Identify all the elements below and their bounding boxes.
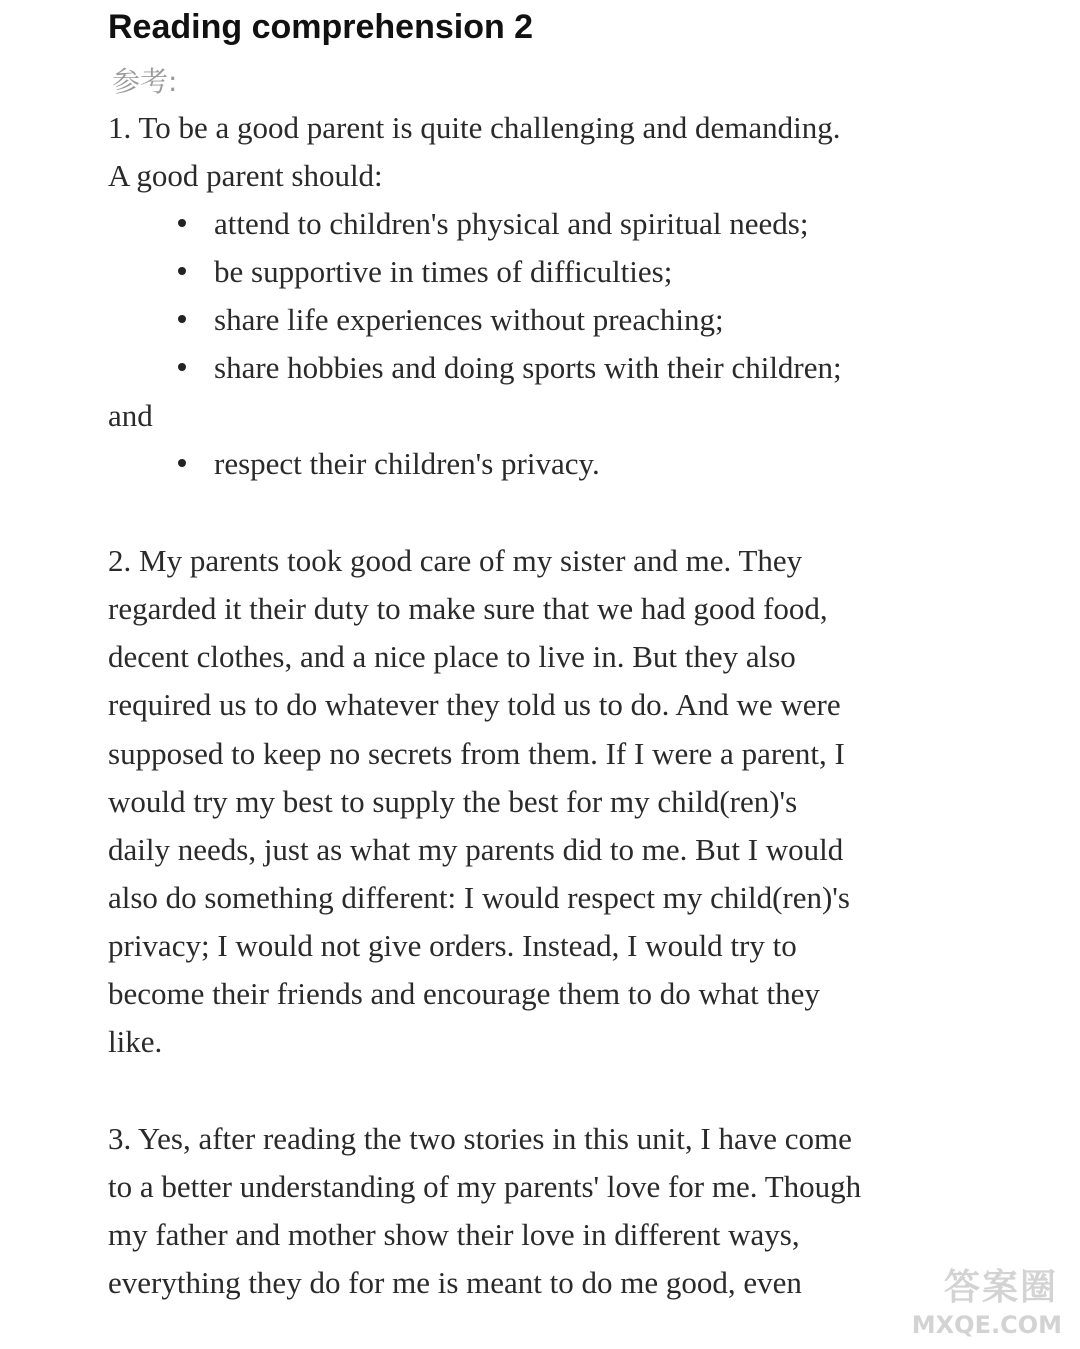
answer2-line: regarded it their duty to make sure that we had good food,	[108, 591, 828, 626]
answer1-bullet-item	[178, 300, 724, 340]
bullet-icon	[178, 363, 186, 371]
bullet-icon	[178, 267, 186, 275]
watermark-url-text: MXQE.COM	[911, 1311, 1062, 1339]
bullet-icon	[178, 459, 186, 467]
watermark-logo-text: 答案圈	[943, 1267, 1058, 1308]
answer2-line: also do something different: I would respect my child(ren)'s	[108, 880, 850, 915]
answer3-line: 3. Yes, after reading the two stories in this unit, I have come	[108, 1121, 852, 1156]
answer1-and-text: and	[108, 398, 153, 433]
answer3-line: to a better understanding of my parents' love for me. Though	[108, 1169, 862, 1204]
answer2-line: supposed to keep no secrets from them. If I were a parent, I	[108, 736, 845, 771]
answer3-line: my father and mother show their love in different ways,	[108, 1217, 800, 1252]
answer2-line: become their friends and encourage them to do what they	[108, 976, 820, 1011]
answer1-line: 1. To be a good parent is quite challenging and demanding.	[108, 110, 841, 145]
answer1-bullet-item	[178, 252, 672, 292]
answer2-line: like.	[108, 1024, 163, 1059]
answer3-line: everything they do for me is meant to do me good, even	[108, 1265, 802, 1300]
answer1-line: A good parent should:	[108, 158, 383, 193]
site-watermark	[896, 1259, 1066, 1339]
bullet-text: share life experiences without preaching;	[214, 302, 724, 337]
reference-label: 参考:	[112, 65, 178, 98]
bullet-text: attend to children's physical and spiritual needs;	[214, 206, 809, 241]
answer1-bullet-item	[178, 444, 600, 484]
bullet-text: share hobbies and doing sports with their children;	[214, 350, 842, 385]
answer2-line: would try my best to supply the best for my child(ren)'s	[108, 784, 798, 819]
bullet-icon	[178, 219, 186, 227]
answer1-bullet-item	[178, 204, 808, 244]
answer2-line: decent clothes, and a nice place to live in. But they also	[108, 639, 796, 674]
answer1-bullet-item	[178, 348, 842, 388]
bullet-text: respect their children's privacy.	[214, 446, 600, 481]
bullet-icon	[178, 315, 186, 323]
answer2-line: required us to do whatever they told us to do. And we were	[108, 687, 841, 722]
answer2-line: daily needs, just as what my parents did to me. But I would	[108, 832, 844, 867]
bullet-text: be supportive in times of difficulties;	[214, 254, 673, 289]
section-heading: Reading comprehension 2	[108, 8, 534, 46]
answer2-line: 2. My parents took good care of my sister and me. They	[108, 543, 803, 578]
answer2-line: privacy; I would not give orders. Instead, I would try to	[108, 928, 797, 963]
